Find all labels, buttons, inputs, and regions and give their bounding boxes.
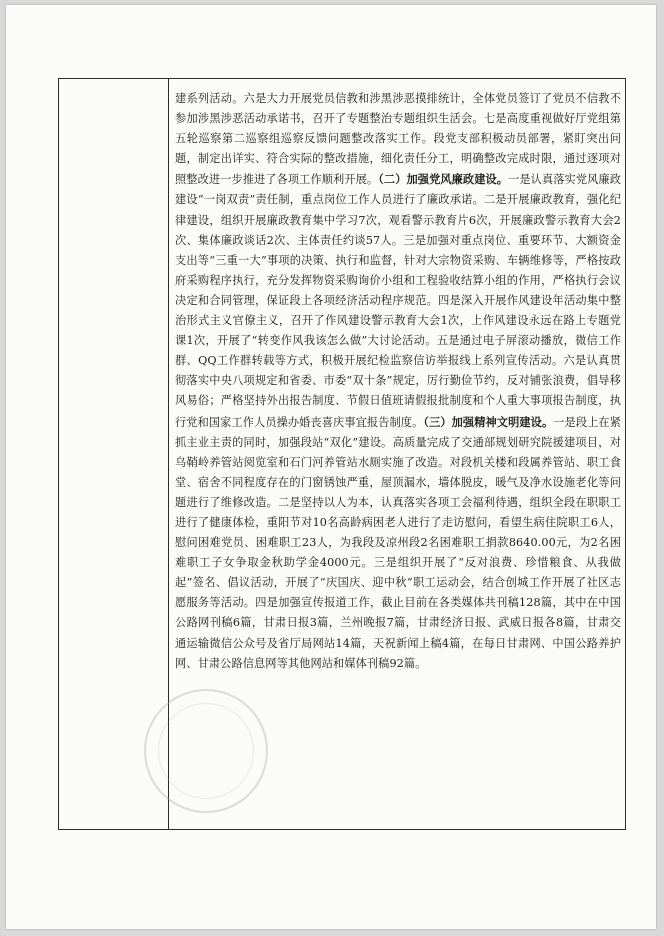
seal-inner-ring [158,703,254,799]
section-heading: （三）加强精神文明建设。 [423,414,554,429]
text-segment: 一是认真落实党风廉政建设“一岗双责”责任制，重点岗位工作人员进行了廉政承诺。二是开展廉政教育，强化纪律建设，组织开展廉政教育集中学习7次，观看警示教育片6次，开展廉政警示教育大会2次、集体廉政谈话2次、主体责任约谈57人。三是加强对重点岗位、重要环节、大额资金支出等“三重一大”事项的决策、执行和监督，针对大宗物资采购、车辆维修等，严格按政府采购程序执行，充分发挥物资采购询价小组和工程验收结算小组的作用，严格执行会议决定和合同管理，保证段上各项经济活动程序规范。四是深入开展作风建设年活动集中整治形式主义官僚主义，召开了作风建设警示教育大会1次，上作风建设永远在路上专题党课1次，开展了“转变作风我该怎么做”大讨论活动。五是通过电子屏滚动播放，微信工作群、QQ工作群转载等方式，积极开展纪检监察信访举报线上系列宣传活动。六是认真贯彻落实中央八项规定和省委、市委“双十条”规定，厉行勤俭节约，反对铺张浪费，倡导移风易俗；严格坚持外出报告制度、节假日值班请假报批制度和个人重大事项报告制度，执行党和国家工作人员操办婚丧喜庆事宜报告制度。 [175,173,621,429]
document-page [6,5,656,929]
report-table [58,78,626,830]
text-segment: 建系列活动。六是大力开展党员信教和涉黑涉恶摸排统计，全体党员签订了党员不信教不参加涉黑涉恶活动承诺书，召开了专题整治专题组织生活会。七是高度重视做好厅党组第五轮巡察第二巡察组巡察反馈问题整改落实工作。段党支部积极动员部署，紧盯突出问题，制定出详实、符合实际的整改措施，细化责任分工，明确整改完成时限，通过逐项对照整改进一步推进了各项工作顺利开展。 [175,92,621,187]
text-segment: 一是段上在紧抓主业主责的同时，加强段站“双化”建设。高质量完成了交通部规划研究院援建项目，对乌鞘岭养管站阅览室和石门河养管站水厕实施了改造。对段机关楼和段属养管站、职工食堂、宿舍不同程度存在的门窗锈蚀严重，屋顶漏水，墙体脱皮，暖气及净水设施老化等问题进行了维修改造。二是坚持以人为本，认真落实各项工会福利待遇，组织全段在职职工进行了健康体检，重阳节对10名高龄病困老人进行了走访慰问，看望生病住院职工6人，慰问困难党员、困难职工23人，为我段及凉州段2名困难职工捐款8640.00元，为2名困难职工子女争取金秋助学金4000元。三是组织开展了“反对浪费、珍惜粮食、从我做起”签名、倡议活动，开展了“庆国庆、迎中秋”职工运动会，结合创城工作开展了社区志愿服务等活动。四是加强宣传报道工作，截止目前在各类媒体共刊稿128篇，其中在中国公路网刊稿6篇，甘肃日报3篇，兰州晚报7篇，甘肃经济日报、武威日报各8篇，甘肃交通运输微信公众号及省厅局网站14篇，天祝新闻上稿4篇，在每日甘肃网、中国公路养护网、甘肃公路信息网等其他网站和媒体刊稿92篇。 [175,415,621,670]
section-heading: （二）加强党风廉政建设。 [378,172,509,187]
table-left-column [59,79,169,829]
table-content-cell [175,89,621,674]
faded-seal-stamp [144,689,268,813]
body-paragraph [175,89,621,674]
